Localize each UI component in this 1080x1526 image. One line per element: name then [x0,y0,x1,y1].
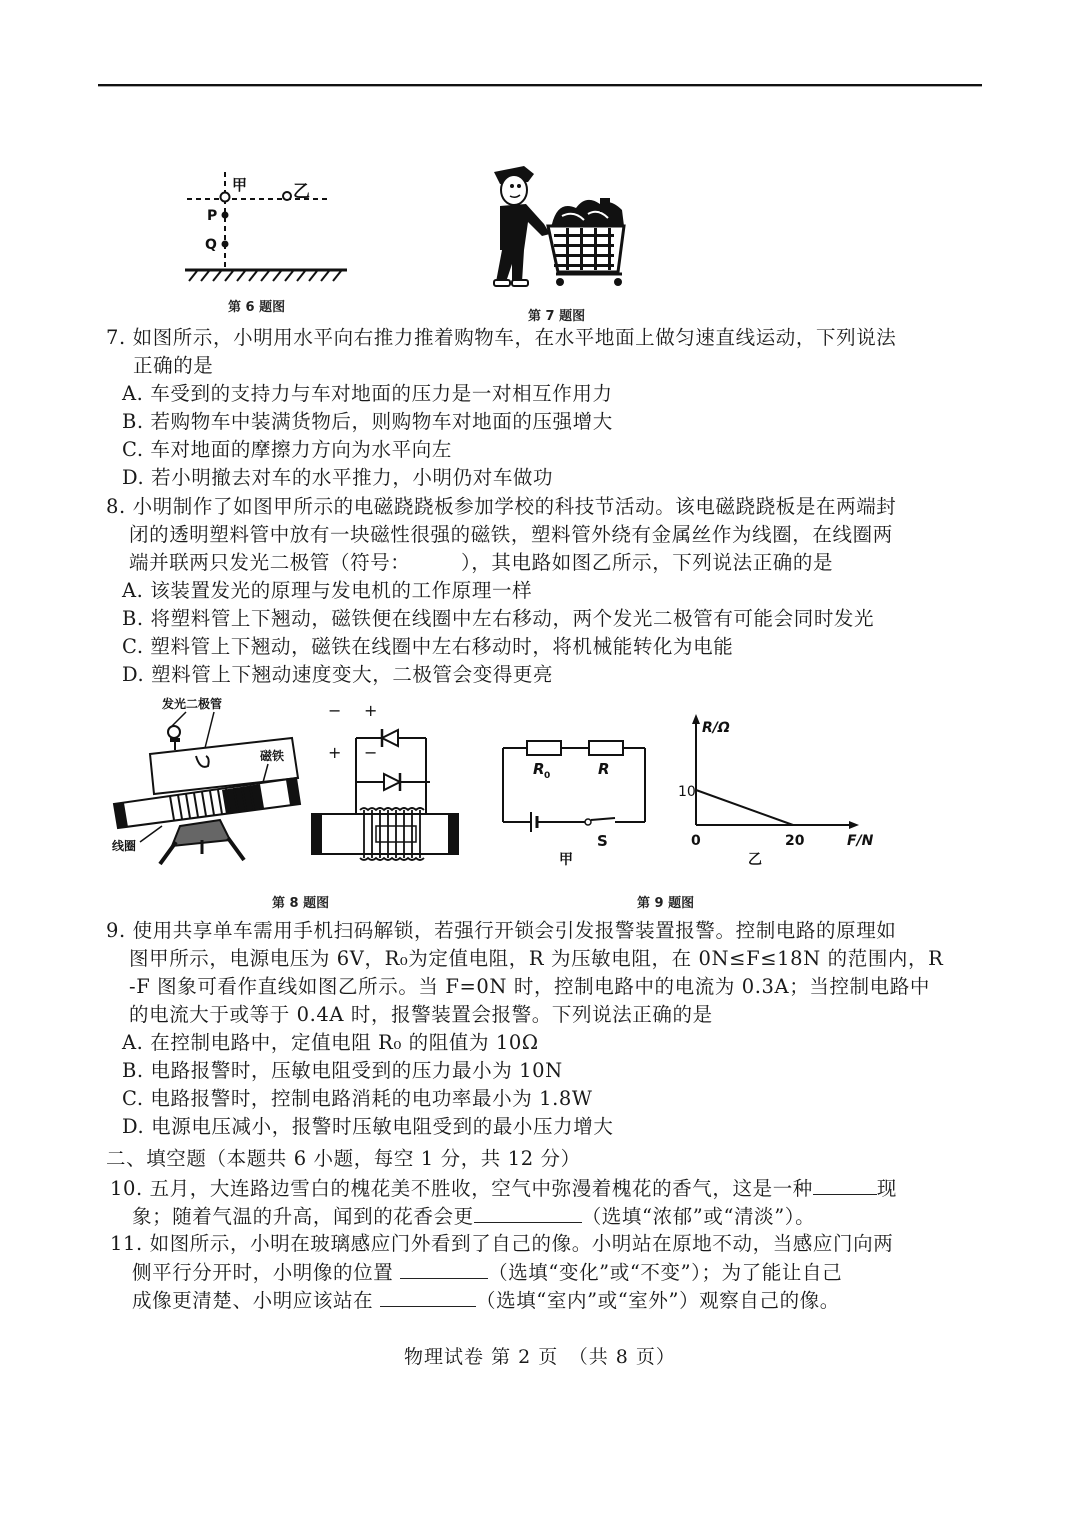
q8-option-d: D. 塑料管上下翘动速度变大，二极管会变得更亮 [122,663,554,686]
q8-option-b: B. 将塑料管上下翘动，磁铁便在线圈中左右移动，两个发光二极管有可能会同时发光 [122,607,875,630]
q8-option-c: C. 塑料管上下翘动，磁铁在线圈中左右移动时，将机械能转化为电能 [122,635,734,658]
q11-text-3b: （选填“室内”或“室外”）观察自己的像。 [476,1289,840,1312]
svg-text:甲: 甲 [559,852,573,868]
svg-text:R: R [598,760,610,778]
svg-text:线圈: 线圈 [112,839,137,853]
header-rule [98,84,982,86]
svg-text:−: − [364,743,378,762]
q8-stem-cont-1: 闭的透明塑料管中放有一块磁性很强的磁铁，塑料管外绕有金属丝作为线圈，在线圈两 [129,523,893,546]
q11-text-3a: 成像更清楚、小明应该站在 [132,1289,380,1312]
svg-text:发光二极管: 发光二极管 [162,697,223,711]
q10-text-1a: 10. 五月，大连路边雪白的槐花美不胜收，空气中弥漫着槐花的香气，这是一种 [110,1177,813,1200]
q10-blank-2[interactable] [474,1202,582,1223]
svg-text:乙: 乙 [293,182,310,202]
q8-option-a: A. 该装置发光的原理与发电机的工作原理一样 [122,579,533,602]
fig6-caption: 第 6 题图 [228,300,286,315]
svg-text:0: 0 [544,771,551,781]
q10-text-2b: （选填“浓郁”或“清淡”）。 [581,1205,816,1228]
svg-text:R: R [533,760,545,778]
q7-option-c: C. 车对地面的摩擦力方向为水平向左 [122,438,452,461]
fig9-caption: 第 9 题图 [637,896,695,911]
q10-text-1b: 现 [876,1177,898,1200]
figure-7 [488,164,638,294]
svg-text:S: S [597,832,608,850]
q11-text-2a: 侧平行分开时，小明像的位置 [132,1261,401,1284]
q7-option-d: D. 若小明撤去对车的水平推力，小明仍对车做功 [122,466,554,489]
q9-option-a: A. 在控制电路中，定值电阻 R₀ 的阻值为 10Ω [122,1031,539,1054]
q9-option-d: D. 电源电压减小，报警时压敏电阻受到的最小压力增大 [122,1115,614,1138]
svg-text:乙: 乙 [748,852,762,868]
q7-option-a: A. 车受到的支持力与车对地面的压力是一对相互作用力 [122,382,613,405]
page-footer: 物理试卷 第 2 页 （共 8 页） [404,1346,676,1368]
q8-stem: 8. 小明制作了如图甲所示的电磁跷跷板参加学校的科技节活动。该电磁跷跷板是在两端封 [106,495,897,518]
svg-text:10: 10 [678,784,696,800]
q11-line-1: 11. 如图所示，小明在玻璃感应门外看到了自己的像。小明站在原地不动，当感应门向两 [110,1232,894,1255]
section-2-heading: 二、填空题（本题共 6 小题，每空 1 分，共 12 分） [106,1147,581,1170]
figure-9 [495,712,885,872]
q10-line-2 [132,1202,815,1231]
q7-option-b: B. 若购物车中装满货物后，则购物车对地面的压强增大 [122,410,613,433]
svg-text:R/Ω: R/Ω [702,720,730,736]
q11-blank-1[interactable] [400,1258,488,1279]
svg-text:甲: 甲 [232,176,248,194]
q10-line-1 [110,1174,897,1203]
fig6-diagram [185,170,355,295]
q8-stem-cont-2: 端并联两只发光二极管（符号： ），其电路如图乙所示，下列说法正确的是 [129,551,834,574]
q11-text-2b: （选填“变化”或“不变”）；为了能让自己 [488,1261,843,1284]
shopping-cart-illustration [488,164,638,294]
q9-stem: 9. 使用共享单车需用手机扫码解锁，若强行开锁会引发报警装置报警。控制电路的原理如 [106,919,897,942]
fig8-diagrams [110,692,470,867]
svg-text:−: − [328,701,342,720]
q9-option-c: C. 电路报警时，控制电路消耗的电功率最小为 1.8W [122,1087,593,1110]
svg-text:0: 0 [691,833,701,849]
q9-stem-cont-3: 的电流大于或等于 0.4A 时，报警装置会报警。下列说法正确的是 [129,1003,713,1026]
q10-blank-1[interactable] [813,1174,877,1195]
q10-text-2a: 象；随着气温的升高，闻到的花香会更 [132,1205,474,1228]
fig8-caption: 第 8 题图 [272,896,330,911]
svg-text:Q: Q [205,237,217,253]
svg-text:+: + [364,701,378,720]
q11-blank-2[interactable] [380,1286,476,1307]
q7-stem: 7. 如图所示，小明用水平向右推力推着购物车，在水平地面上做匀速直线运动，下列说法 [106,326,897,349]
svg-text:+: + [328,743,342,762]
q7-stem-cont: 正确的是 [133,354,214,377]
fig9-diagrams [495,712,885,872]
fig9-circuit [503,741,645,868]
q9-stem-cont-1: 图甲所示，电源电压为 6V，R₀为定值电阻，R 为压敏电阻，在 0N≤F≤18N 的范围内，R [129,947,944,970]
svg-text:P: P [207,208,218,224]
fig7-caption: 第 7 题图 [528,309,586,324]
q11-line-3 [132,1286,840,1315]
q9-option-b: B. 电路报警时，压敏电阻受到的压力最小为 10N [122,1059,563,1082]
svg-text:F/N: F/N [847,833,874,849]
q11-line-2 [132,1258,842,1287]
svg-text:20: 20 [785,833,805,849]
fig9-graph [678,714,874,868]
q9-stem-cont-2: -F 图象可看作直线如图乙所示。当 F=0N 时，控制电路中的电流为 0.3A；当控制电路中 [129,975,930,998]
figure-8 [110,692,470,867]
svg-text:磁铁: 磁铁 [260,749,285,763]
figure-6 [185,170,355,295]
